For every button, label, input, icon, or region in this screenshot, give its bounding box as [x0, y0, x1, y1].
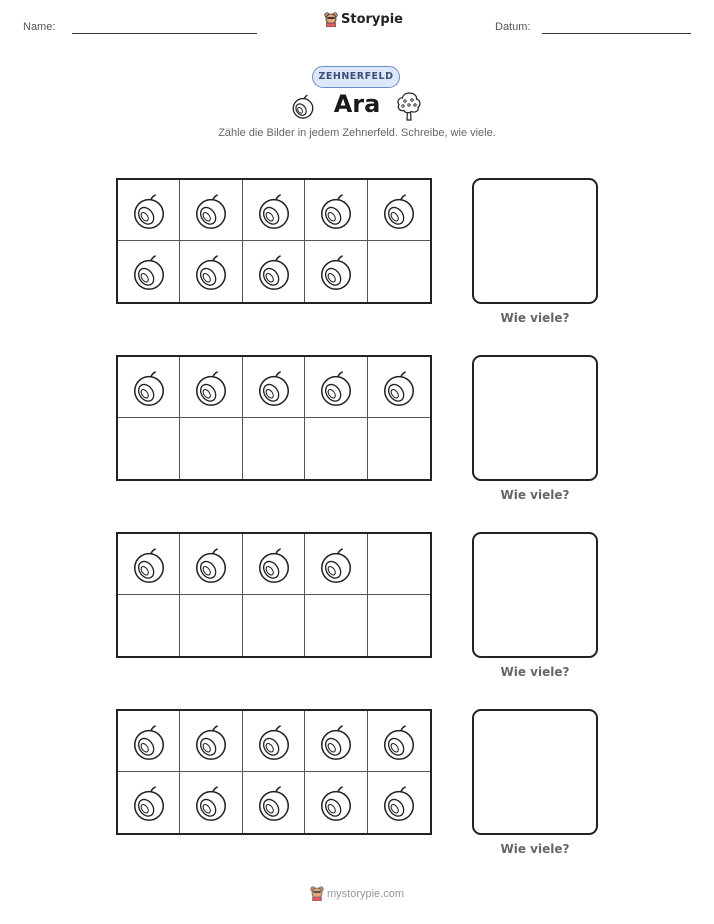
frame-cell	[118, 534, 180, 595]
date-label: Datum:	[495, 21, 531, 33]
ten-frame	[116, 355, 432, 481]
frame-cell	[305, 534, 367, 595]
frame-cell	[180, 418, 242, 479]
plum-icon	[317, 785, 355, 823]
tree-icon	[395, 91, 423, 121]
frame-cell	[368, 595, 430, 656]
frame-cell	[243, 772, 305, 833]
plum-icon	[317, 193, 355, 231]
frame-cell	[118, 595, 180, 656]
footer	[310, 886, 404, 901]
frame-cell	[368, 534, 430, 595]
frame-cell	[243, 357, 305, 418]
frame-cell	[180, 180, 242, 241]
frame-cell	[368, 772, 430, 833]
plum-icon	[380, 193, 418, 231]
frame-cell	[243, 180, 305, 241]
name-field[interactable]	[72, 33, 257, 34]
frame-cell	[305, 595, 367, 656]
ten-frame	[116, 532, 432, 658]
answer-label: Wie viele?	[500, 488, 570, 502]
plum-icon	[317, 724, 355, 762]
frame-cell	[243, 711, 305, 772]
frame-cell	[243, 418, 305, 479]
brand-logo	[324, 12, 403, 27]
plum-icon	[130, 370, 168, 408]
plum-icon	[380, 785, 418, 823]
plum-icon	[192, 193, 230, 231]
answer-box[interactable]	[472, 532, 598, 658]
answer-box[interactable]	[472, 709, 598, 835]
plum-icon	[317, 547, 355, 585]
answer-box[interactable]	[472, 178, 598, 304]
frame-cell	[180, 241, 242, 302]
plum-icon	[255, 547, 293, 585]
frame-cell	[243, 595, 305, 656]
frame-cell	[118, 241, 180, 302]
frame-cell	[118, 772, 180, 833]
page-title: Ara	[333, 90, 381, 118]
frame-cell	[118, 357, 180, 418]
plum-icon	[255, 370, 293, 408]
ten-frame	[116, 178, 432, 304]
frame-cell	[180, 772, 242, 833]
name-label: Name:	[23, 21, 56, 33]
plum-icon	[255, 254, 293, 292]
plum-icon	[317, 370, 355, 408]
footer-url: mystorypie.com	[327, 887, 405, 900]
plum-icon	[255, 193, 293, 231]
frame-cell	[305, 241, 367, 302]
answer-label: Wie viele?	[500, 842, 570, 856]
plum-icon	[380, 724, 418, 762]
brand-name: Storypie	[341, 12, 403, 27]
frame-cell	[180, 595, 242, 656]
plum-icon	[380, 370, 418, 408]
plum-icon	[130, 785, 168, 823]
category-badge: ZEHNERFELD	[312, 66, 400, 88]
bear-mascot-icon	[310, 886, 324, 901]
answer-label: Wie viele?	[500, 311, 570, 325]
plum-icon	[192, 724, 230, 762]
frame-cell	[368, 418, 430, 479]
plum-icon	[255, 785, 293, 823]
frame-cell	[305, 357, 367, 418]
frame-cell	[368, 180, 430, 241]
instructions: Zähle die Bilder in jedem Zehnerfeld. Schreibe, wie viele.	[218, 127, 496, 139]
frame-cell	[368, 241, 430, 302]
bear-mascot-icon	[324, 12, 338, 27]
frame-cell	[305, 418, 367, 479]
frame-cell	[180, 534, 242, 595]
plum-icon	[130, 547, 168, 585]
frame-cell	[243, 534, 305, 595]
frame-cell	[305, 711, 367, 772]
plum-icon	[317, 254, 355, 292]
frame-cell	[243, 241, 305, 302]
frame-cell	[180, 711, 242, 772]
answer-box[interactable]	[472, 355, 598, 481]
plum-icon	[255, 724, 293, 762]
answer-label: Wie viele?	[500, 665, 570, 679]
frame-cell	[180, 357, 242, 418]
frame-cell	[368, 357, 430, 418]
frame-cell	[118, 180, 180, 241]
frame-cell	[305, 772, 367, 833]
plum-icon	[130, 193, 168, 231]
frame-cell	[305, 180, 367, 241]
frame-cell	[368, 711, 430, 772]
date-field[interactable]	[542, 33, 691, 34]
frame-cell	[118, 418, 180, 479]
plum-icon	[192, 547, 230, 585]
plum-icon	[192, 785, 230, 823]
plum-icon	[192, 254, 230, 292]
plum-icon	[130, 254, 168, 292]
plum-icon	[192, 370, 230, 408]
ten-frame	[116, 709, 432, 835]
plum-icon	[130, 724, 168, 762]
frame-cell	[118, 711, 180, 772]
